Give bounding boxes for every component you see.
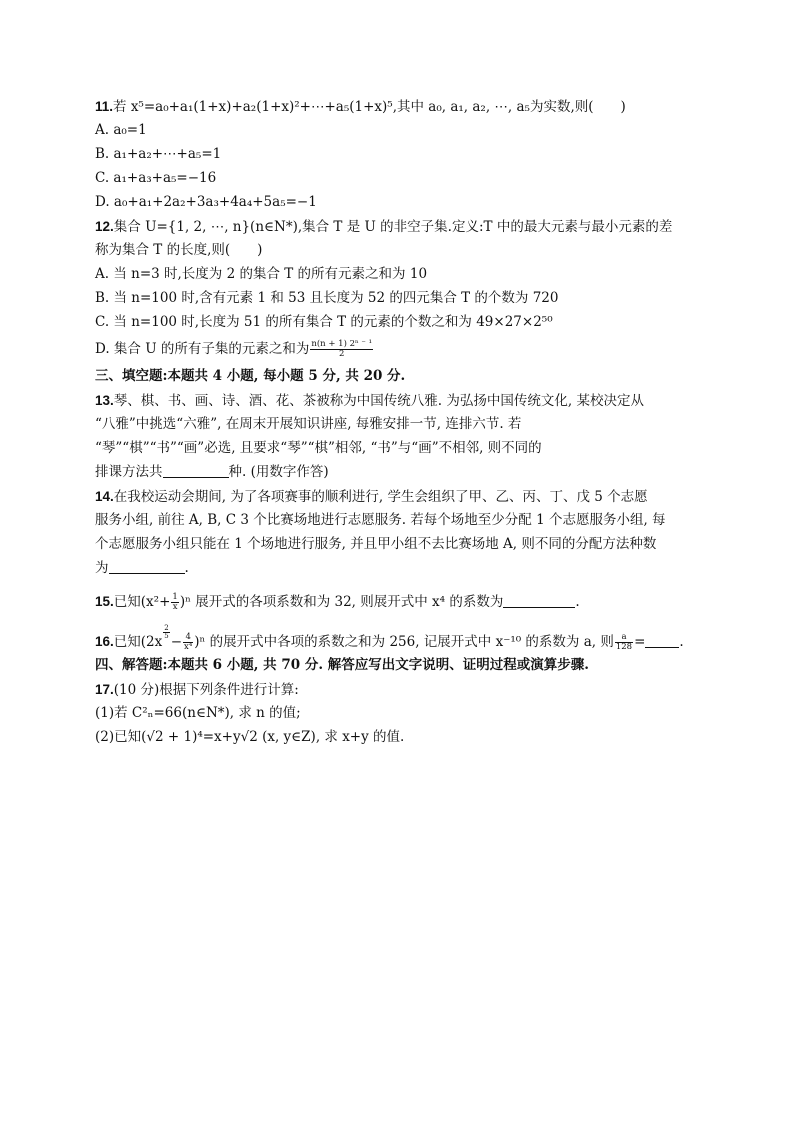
q14-line3: 个志愿服务小组只能在 1 个场地进行服务, 并且甲小组不去比赛场地 A, 则不同的分配方法种数: [95, 536, 657, 552]
q13-line1: [95, 390, 705, 411]
fraction-numerator: 2: [164, 624, 169, 632]
q16-fraction: [183, 633, 193, 652]
q13-text: 琴、棋、书、画、诗、酒、花、茶被称为中国传统八雅. 为弘扬中国传统文化, 某校决定从: [113, 393, 644, 409]
q12-stem-line2: 称为集合 T 的长度,则( ): [95, 242, 263, 258]
exam-content: [95, 96, 705, 751]
q11-option-c: C. a₁+a₃+a₅=−16: [95, 170, 217, 186]
section-3-heading: 三、填空题:本题共 4 小题, 每小题 5 分, 共 20 分.: [95, 368, 406, 384]
q12-stem-text: 集合 U={1, 2, ⋯, n}(n∈N*),集合 T 是 U 的非空子集.定义:T 中的最大元素与最小元素的差: [113, 219, 673, 235]
q15-suffix: .: [575, 594, 580, 610]
q13-line4: [95, 462, 705, 483]
q11-number: 11.: [95, 99, 114, 114]
q13-line4-prefix: 排课方法共: [95, 464, 163, 480]
q17-number: 17.: [95, 682, 114, 697]
fraction-numerator: a: [615, 633, 633, 643]
q12-option-a: A. 当 n=3 时,长度为 2 的集合 T 的所有元素之和为 10: [95, 266, 428, 282]
q12-option-b: B. 当 n=100 时,含有元素 1 和 53 且长度为 52 的四元集合 T 的个数为 720: [95, 290, 559, 306]
fraction-denominator: x: [172, 602, 178, 612]
q16-answer-fraction: [615, 633, 633, 652]
fraction-denominator: 5: [164, 632, 169, 640]
q14-line2: 服务小组, 前往 A, B, C 3 个比赛场地进行志愿服务. 若每个场地至少分配 1 个志愿服务小组, 每: [95, 512, 666, 528]
q14-answer-blank[interactable]: [109, 559, 185, 574]
q13-number: 13.: [95, 393, 114, 408]
q15-answer-blank[interactable]: [503, 593, 575, 608]
q11-option-d: D. a₀+a₁+2a₂+3a₃+4a₄+5a₅=−1: [95, 194, 317, 210]
q12-option-d-fraction: [310, 340, 373, 359]
q16-answer-blank[interactable]: [645, 633, 679, 648]
fraction-numerator: 4: [183, 633, 193, 643]
q11-option-a: A. a₀=1: [95, 122, 147, 138]
q15: [95, 589, 705, 615]
fraction-denominator: 128: [615, 642, 633, 652]
q11-stem-text: 若 x⁵=a₀+a₁(1+x)+a₂(1+x)²+⋯+a₅(1+x)⁵,其中 a₀, a₁, a₂, ⋯, a₅为实数,则( ): [113, 99, 626, 115]
q14-line4-prefix: 为: [95, 560, 109, 576]
q13-line2: “八雅”中挑选“六雅”, 在周末开展知识讲座, 每雅安排一节, 连排六节. 若: [95, 416, 522, 432]
q17-part1: (1)若 C²ₙ=66(n∈N*), 求 n 的值;: [95, 705, 301, 721]
q12-number: 12.: [95, 219, 114, 234]
q15-middle: )ⁿ 展开式的各项系数和为 32, 则展开式中 x⁴ 的系数为: [179, 594, 504, 610]
q11-stem: [95, 96, 705, 117]
q12-option-d: [95, 336, 705, 362]
fraction-numerator: n(n + 1) 2ⁿ ⁻ ¹: [311, 339, 372, 349]
q17-intro: [95, 679, 705, 700]
q13-line3: “琴”“棋”“书”“画”必选, 且要求“琴”“棋”相邻, “书”与“画”不相邻, 则不同的: [95, 440, 542, 456]
q14-line4: [95, 558, 705, 579]
q14-line1: [95, 486, 705, 507]
q16-equals: =: [634, 634, 646, 650]
q16-exponent-fraction: [163, 625, 169, 640]
q12-option-c: C. 当 n=100 时,长度为 51 的所有集合 T 的元素的个数之和为 49×27×2⁵⁰: [95, 314, 553, 330]
q15-fraction: [171, 593, 178, 612]
q15-prefix: 已知(x²+: [113, 594, 171, 610]
q16-number: 16.: [95, 634, 114, 649]
q16-prefix: 已知(2x: [113, 634, 163, 650]
q17-intro-text: (10 分)根据下列条件进行计算:: [113, 682, 299, 698]
fraction-denominator: x⁴: [184, 642, 193, 652]
q11-option-b: B. a₁+a₂+⋯+a₅=1: [95, 146, 222, 162]
q13-line4-suffix: 种. (用数字作答): [228, 464, 329, 480]
fraction-numerator: 1: [172, 592, 178, 602]
q16-middle: )ⁿ 的展开式中各项的系数之和为 256, 记展开式中 x⁻¹⁰ 的系数为 a, 则: [194, 634, 614, 650]
q12-option-d-text: D. 集合 U 的所有子集的元素之和为: [95, 341, 310, 357]
q17-part2: (2)已知(√2 + 1)⁴=x+y√2 (x, y∈Z), 求 x+y 的值.: [95, 729, 405, 745]
q16: [95, 625, 705, 651]
q14-number: 14.: [95, 489, 114, 504]
q14-text: 在我校运动会期间, 为了各项赛事的顺利进行, 学生会组织了甲、乙、丙、丁、戊 5 个志愿: [113, 489, 648, 505]
q16-suffix: .: [679, 634, 684, 650]
q16-minus: −: [170, 634, 183, 650]
fraction-denominator: 2: [338, 349, 345, 359]
q14-line4-suffix: .: [184, 560, 189, 576]
q13-answer-blank[interactable]: [163, 463, 229, 478]
q12-stem-line1: [95, 216, 705, 237]
section-4-heading: 四、解答题:本题共 6 小题, 共 70 分. 解答应写出文字说明、证明过程或演算步骤.: [95, 657, 589, 673]
q15-number: 15.: [95, 594, 114, 609]
